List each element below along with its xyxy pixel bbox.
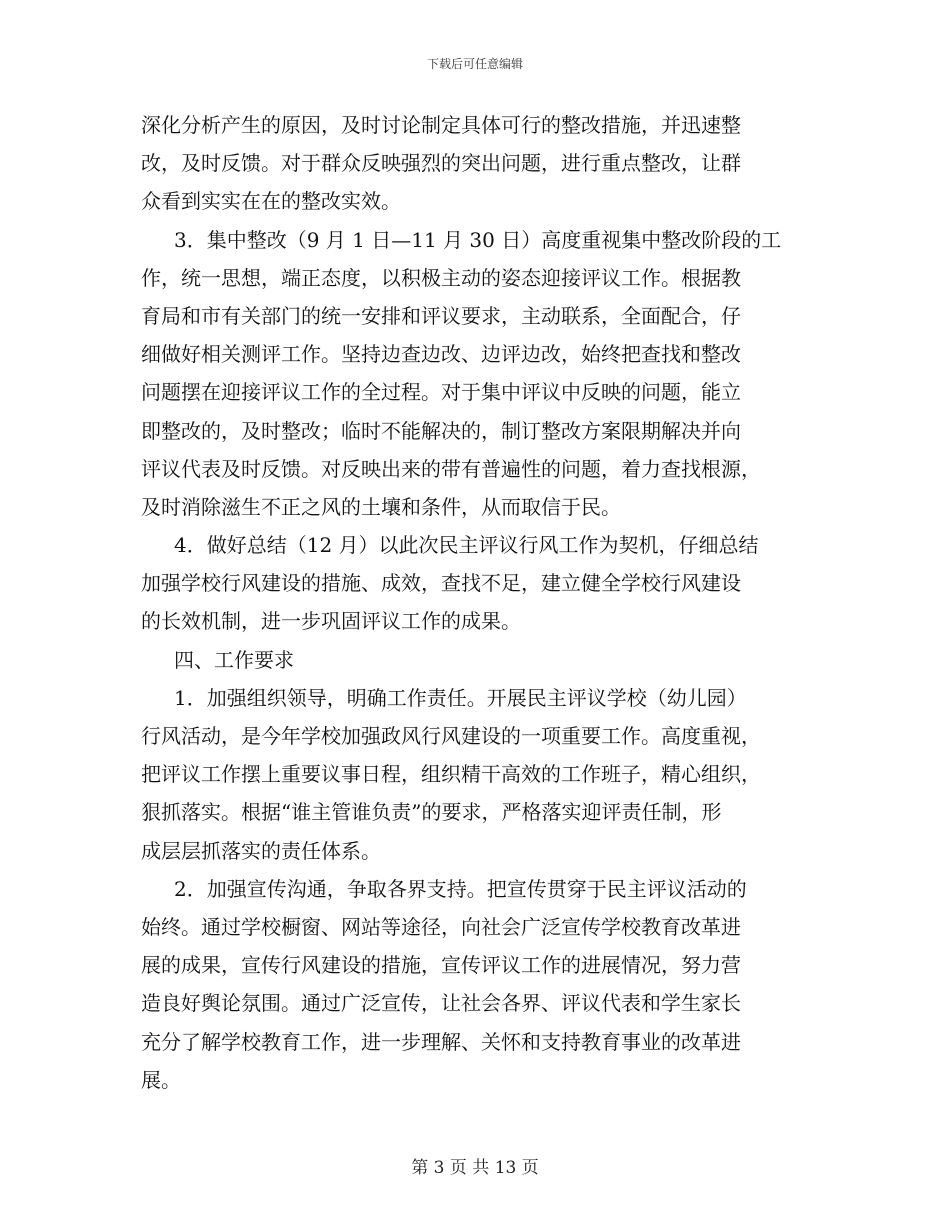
text-line: 狠抓落实。根据“谁主管谁负责”的要求，严格落实迎评责任制，形 <box>141 800 722 825</box>
paragraph-start-line: 1．加强组织领导，明确工作责任。开展民主评议学校（幼儿园） <box>174 685 747 710</box>
text-line: 及时消除滋生不正之风的土壤和条件，从而取信于民。 <box>141 494 621 519</box>
text-line: 展。 <box>141 1067 181 1092</box>
paragraph-start-line: 4．做好总结（12 月）以此次民主评议行风工作为契机，仔细总结 <box>174 533 759 558</box>
paragraph-start-line: 2．加强宣传沟通，争取各界支持。把宣传贯穿于民主评议活动的 <box>174 876 747 901</box>
text-line: 展的成果，宣传行风建设的措施，宣传评议工作的进展情况，努力营 <box>141 953 741 978</box>
text-line: 造良好舆论氛围。通过广泛宣传，让社会各界、评议代表和学生家长 <box>141 991 741 1016</box>
text-line: 始终。通过学校橱窗、网站等途径，向社会广泛宣传学校教育改革进 <box>141 914 741 939</box>
page-number: 第 3 页 共 13 页 <box>411 1158 539 1178</box>
text-line: 的长效机制，进一步巩固评议工作的成果。 <box>141 609 521 634</box>
text-line: 行风活动，是今年学校加强政风行风建设的一项重要工作。高度重视， <box>141 724 761 748</box>
text-line: 众看到实实在在的整改实效。 <box>141 189 401 214</box>
text-line: 充分了解学校教育工作，进一步理解、关怀和支持教育事业的改革进 <box>141 1029 741 1054</box>
text-line: 细做好相关测评工作。坚持边查边改、边评边改，始终把查找和整改 <box>141 342 741 367</box>
text-line: 作，统一思想，端正态度，以积极主动的姿态迎接评议工作。根据教 <box>141 265 741 290</box>
text-line: 改，及时反馈。对于群众反映强烈的突出问题，进行重点整改，让群 <box>141 151 741 176</box>
text-line: 加强学校行风建设的措施、成效，查找不足，建立健全学校行风建设 <box>141 571 741 596</box>
text-line: 育局和市有关部门的统一安排和评议要求，主动联系，全面配合，仔 <box>141 303 741 328</box>
document-body <box>141 106 811 1099</box>
header-note: 下载后可任意编辑 <box>426 57 523 71</box>
text-line: 评议代表及时反馈。对反映出来的带有普遍性的问题，着力查找根源， <box>141 456 761 481</box>
text-line: 深化分析产生的原因，及时讨论制定具体可行的整改措施，并迅速整 <box>141 113 741 137</box>
text-line: 把评议工作摆上重要议事日程，组织精干高效的工作班子，精心组织， <box>141 762 761 787</box>
paragraph-start-line: 3．集中整改（9 月 1 日—11 月 30 日）高度重视集中整改阶段的工 <box>174 227 782 252</box>
text-line: 问题摆在迎接评议工作的全过程。对于集中评议中反映的问题，能立 <box>141 380 741 405</box>
text-line: 成层层抓落实的责任体系。 <box>141 838 381 863</box>
text-line: 即整改的，及时整改；临时不能解决的，制订整改方案限期解决并向 <box>141 418 741 443</box>
section-heading: 四、工作要求 <box>174 647 294 672</box>
